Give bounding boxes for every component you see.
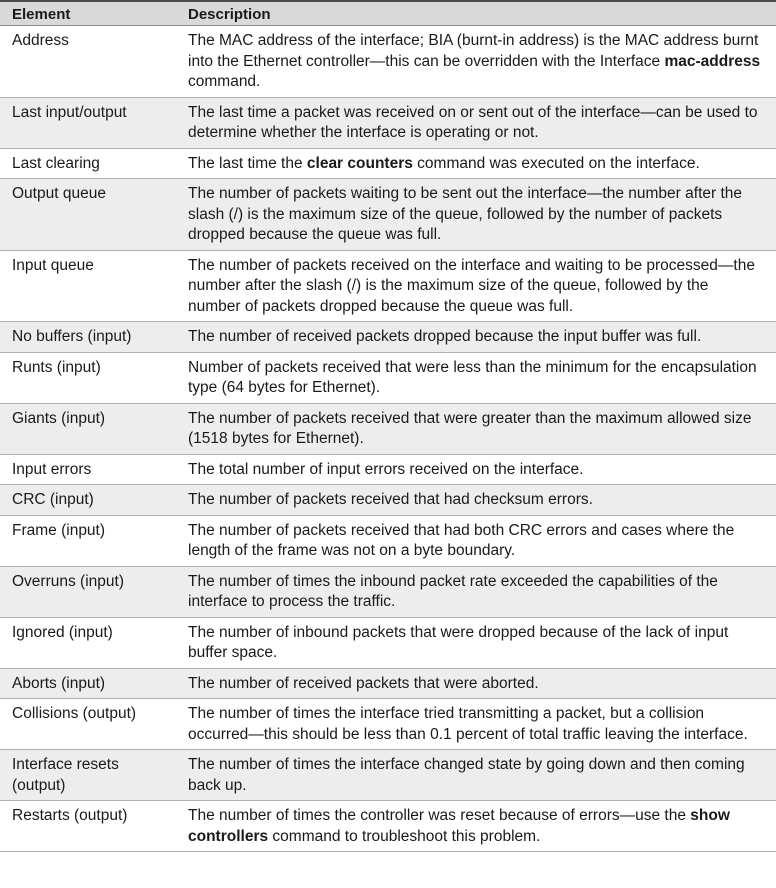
- table-row: [0, 403, 776, 454]
- table-row: [0, 454, 776, 485]
- element-cell: Aborts (input): [0, 668, 176, 699]
- description-cell: The MAC address of the interface; BIA (burnt-in address) is the MAC address burnt into the Ethernet controller—this can be overridden with the Interface mac-address command.: [176, 26, 776, 98]
- description-cell: Number of packets received that were less than the minimum for the encapsulation type (64 bytes for Ethernet).: [176, 352, 776, 403]
- command-text: show controllers: [188, 807, 730, 845]
- description-cell: The total number of input errors received on the interface.: [176, 454, 776, 485]
- description-cell: The number of inbound packets that were dropped because of the lack of input buffer space.: [176, 617, 776, 668]
- element-cell: Giants (input): [0, 403, 176, 454]
- description-cell: The number of packets waiting to be sent out the interface—the number after the slash (/) is the maximum size of the queue, followed by the number of packets dropped because the queue was full.: [176, 179, 776, 251]
- description-cell: The number of received packets that were aborted.: [176, 668, 776, 699]
- table-row: [0, 322, 776, 353]
- element-cell: CRC (input): [0, 485, 176, 516]
- description-cell: The number of packets received that had checksum errors.: [176, 485, 776, 516]
- description-cell: The number of times the inbound packet rate exceeded the capabilities of the interface to process the traffic.: [176, 566, 776, 617]
- table-row: [0, 617, 776, 668]
- table-row: [0, 26, 776, 98]
- element-cell: Ignored (input): [0, 617, 176, 668]
- description-cell: The number of packets received that had both CRC errors and cases where the length of the frame was not on a byte boundary.: [176, 515, 776, 566]
- table-row: [0, 515, 776, 566]
- element-cell: Restarts (output): [0, 801, 176, 852]
- table-row: [0, 566, 776, 617]
- description-cell: The last time a packet was received on or sent out of the interface—can be used to determine whether the interface is operating or not.: [176, 97, 776, 148]
- element-cell: No buffers (input): [0, 322, 176, 353]
- table-row: [0, 485, 776, 516]
- element-cell: Address: [0, 26, 176, 98]
- element-cell: Interface resets (output): [0, 750, 176, 801]
- element-cell: Frame (input): [0, 515, 176, 566]
- description-cell: The last time the clear counters command was executed on the interface.: [176, 148, 776, 179]
- element-cell: Last clearing: [0, 148, 176, 179]
- element-cell: Input errors: [0, 454, 176, 485]
- element-cell: Last input/output: [0, 97, 176, 148]
- header-element: Element: [0, 1, 176, 26]
- description-cell: The number of packets received that were greater than the maximum allowed size (1518 bytes for Ethernet).: [176, 403, 776, 454]
- element-cell: Input queue: [0, 250, 176, 322]
- table-row: [0, 250, 776, 322]
- description-cell: The number of times the controller was reset because of errors—use the show controllers command to troubleshoot this problem.: [176, 801, 776, 852]
- description-cell: The number of received packets dropped because the input buffer was full.: [176, 322, 776, 353]
- command-text: clear counters: [306, 154, 413, 172]
- element-cell: Runts (input): [0, 352, 176, 403]
- description-cell: The number of times the interface tried transmitting a packet, but a collision occurred—this should be less than 0.1 percent of total traffic leaving the interface.: [176, 699, 776, 750]
- table-row: [0, 801, 776, 852]
- table-row: [0, 97, 776, 148]
- element-cell: Output queue: [0, 179, 176, 251]
- header-description: Description: [176, 1, 776, 26]
- table-row: [0, 750, 776, 801]
- table-row: [0, 179, 776, 251]
- table-row: [0, 148, 776, 179]
- element-cell: Overruns (input): [0, 566, 176, 617]
- table-row: [0, 668, 776, 699]
- description-cell: The number of packets received on the interface and waiting to be processed—the number after the slash (/) is the maximum size of the queue, followed by the number of packets dropped because the queue was full.: [176, 250, 776, 322]
- description-cell: The number of times the interface changed state by going down and then coming back up.: [176, 750, 776, 801]
- element-cell: Collisions (output): [0, 699, 176, 750]
- command-text: mac-address: [664, 52, 761, 70]
- table-row: [0, 352, 776, 403]
- table-header-row: [0, 1, 776, 26]
- table-row: [0, 699, 776, 750]
